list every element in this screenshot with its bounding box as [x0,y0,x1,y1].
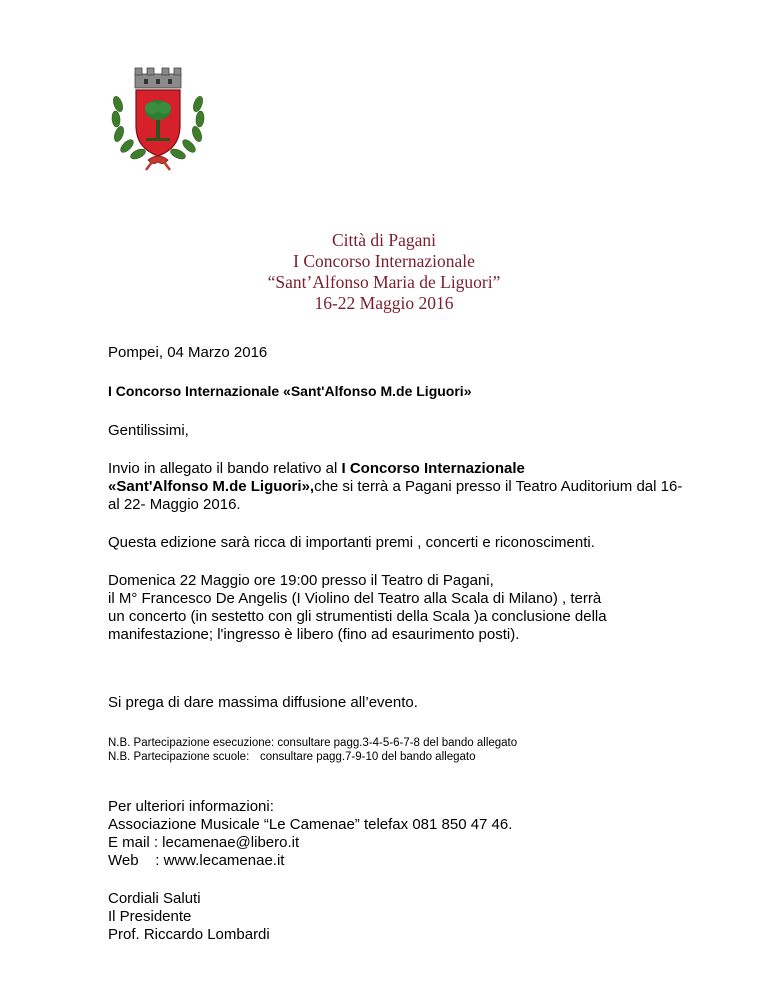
info-association: Associazione Musicale “Le Camenae” telefax 081 850 47 46. [108,816,513,833]
nb-schools-value: consultare pagg.7-9-10 del bando allegato [260,751,476,763]
heading-competition: I Concorso Internazionale [293,251,475,271]
info-email: E mail : lecamenae@libero.it [108,834,300,851]
paragraph-edition: Questa edizione sarà ricca di importanti premi , concerti e riconoscimenti. [108,534,595,551]
signer-title: Il Presidente [108,908,192,925]
para1-text: Invio in allegato il bando relativo al [108,460,342,477]
concert-line-3: un concerto (in sestetto con gli strumentisti della Scala )a conclusione della [108,608,607,625]
town-crest-icon [108,64,208,174]
subject-line: I Concorso Internazionale «Sant'Alfonso M.de Liguori» [108,383,472,399]
greeting: Gentilissimi, [108,422,189,439]
paragraph-concert [108,572,688,644]
closing: Cordiali Saluti [108,890,201,907]
nb-execution: N.B. Partecipazione esecuzione: consultare pagg.3-4-5-6-7-8 del bando allegato [108,737,518,749]
nb-schools [108,750,688,764]
place-date: Pompei, 04 Marzo 2016 [108,344,268,361]
concert-line-1: Domenica 22 Maggio ore 19:00 presso il Teatro di Pagani, [108,572,494,589]
para1-text-venue: che si terrà a Pagani presso il Teatro Auditorium dal 16- [314,478,683,495]
competition-heading [0,230,768,314]
para1-text-dates: al 22- Maggio 2016. [108,496,241,513]
para1-bold-competition: I Concorso Internazionale [341,460,525,477]
concert-line-4: manifestazione; l'ingresso è libero (fino ad esaurimento posti). [108,626,520,643]
info-title: Per ulteriori informazioni: [108,798,274,815]
nb-schools-label: N.B. Partecipazione scuole: [108,751,250,763]
heading-saint: “Sant’Alfonso Maria de Liguori” [267,272,501,292]
paragraph-bando [108,460,688,514]
heading-dates: 16-22 Maggio 2016 [314,293,454,313]
signer-name: Prof. Riccardo Lombardi [108,926,270,943]
paragraph-diffusion: Si prega di dare massima diffusione all’evento. [108,694,418,711]
info-web: Web : www.lecamenae.it [108,852,285,869]
letter-body [108,344,688,944]
concert-line-2: il M° Francesco De Angelis (I Violino del Teatro alla Scala di Milano) , terrà [108,590,602,607]
para1-bold-saint: «Sant'Alfonso M.de Liguori», [108,478,315,495]
heading-city: Città di Pagani [331,230,437,250]
